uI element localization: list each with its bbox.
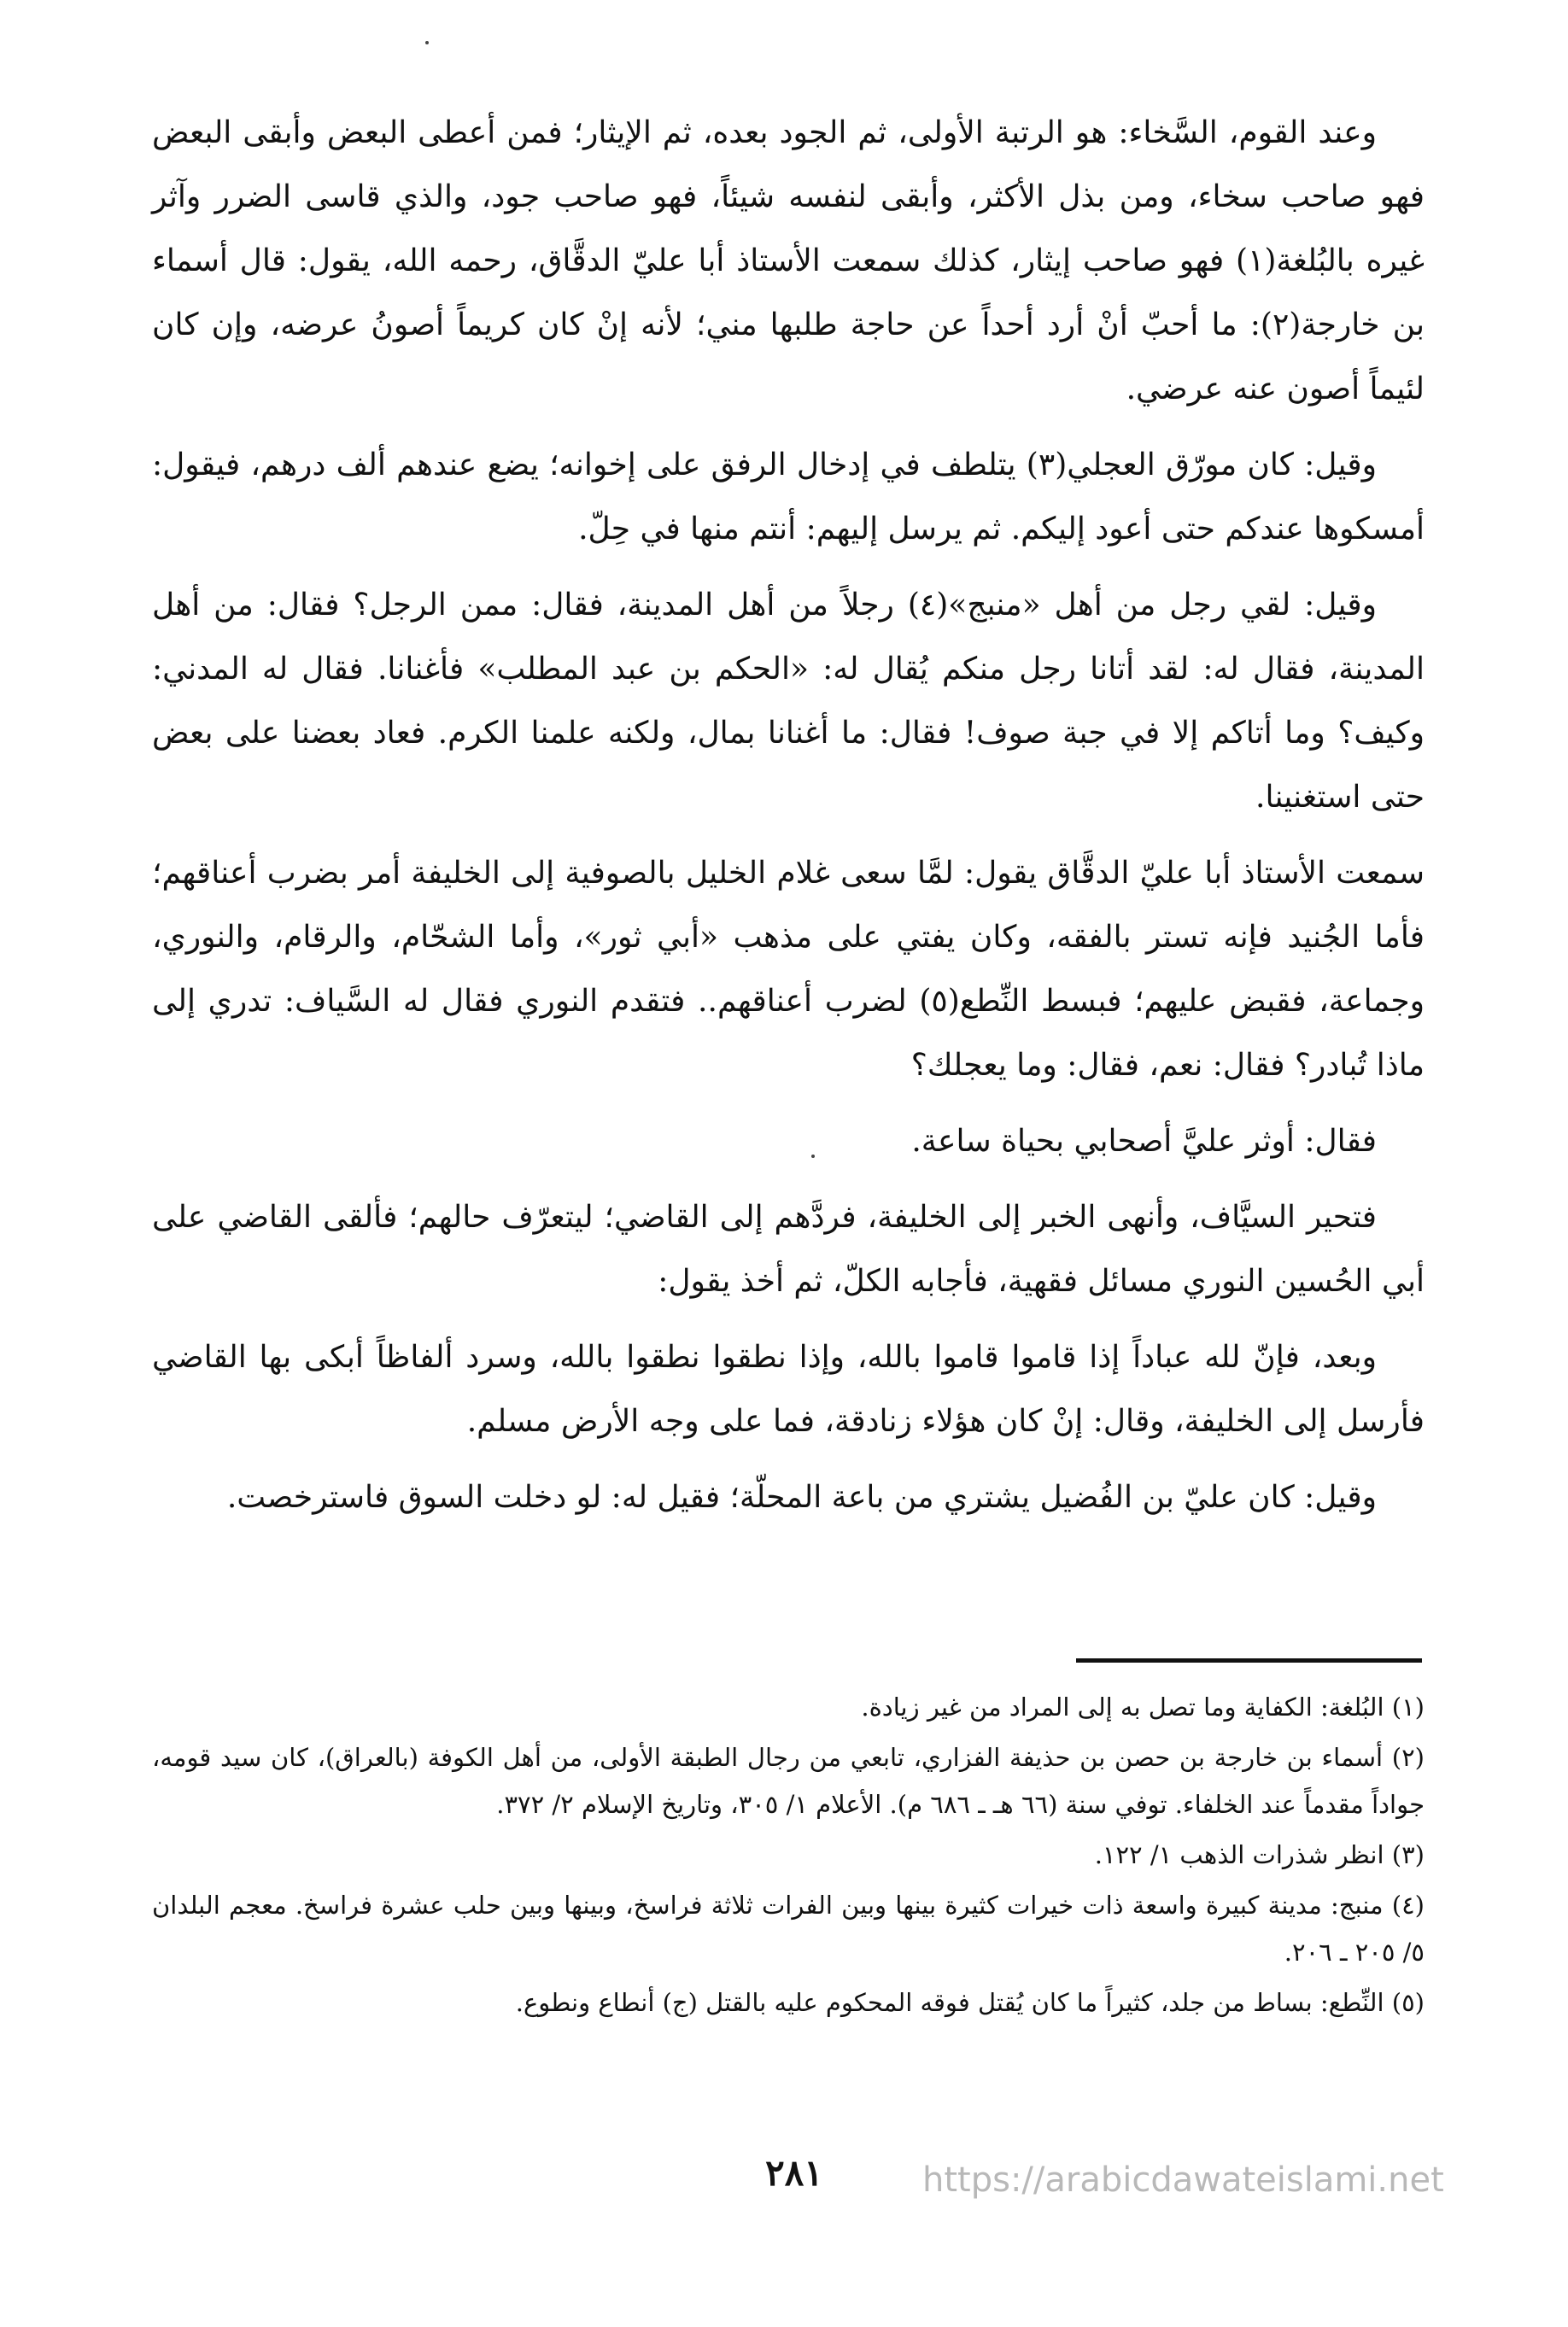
footnote-4: (٤) منبج: مدينة كبيرة واسعة ذات خيرات كثيرة بينها وبين الفرات ثلاثة فراسخ، وبينها وبين حلب عشرة فراسخ. معجم البلدان ٥/ ٢٠٥ ـ ٢٠٦. xyxy=(152,1891,1425,1967)
scan-speck xyxy=(425,41,429,44)
main-text-body xyxy=(152,101,1425,1541)
paragraph-ali-fudayl: وقيل: كان عليّ بن الفُضيل يشتري من باعة المحلّة؛ فقيل له: لو دخلت السوق فاسترخصت. xyxy=(226,1480,1377,1515)
footnote-separator xyxy=(1076,1658,1422,1663)
watermark-url: https://arabicdawateislami.net xyxy=(922,2160,1444,2200)
paragraph-generosity: وعند القوم، السَّخاء: هو الرتبة الأولى، ثم الجود بعده، ثم الإيثار؛ فمن أعطى البعض وأبقى البعض فهو صاحب سخاء، ومن بذل الأكثر، وأبقى لنفسه شيئاً، فهو صاحب جود، والذي قاسى الضرر وآثر غيره بالبُلغة(١) فهو صاحب إيثار، كذلك سمعت الأستاذ أبا عليّ الدقَّاق، رحمه الله، يقول: قال أسماء بن خارجة(٢): ما أحبّ أنْ أرد أحداً عن حاجة طلبها مني؛ لأنه إنْ كان كريماً أصونُ عرضه، وإن كان لئيماً أصون عنه عرضي. xyxy=(152,115,1425,406)
paragraph-manbij: وقيل: لقي رجل من أهل «منبج»(٤) رجلاً من أهل المدينة، فقال: ممن الرجل؟ فقال: من أهل المدينة، فقال له: لقد أتانا رجل منكم يُقال له: «الحكم بن عبد المطلب» فأغنانا. فقال له المدني: وكيف؟ وما أتاكم إلا في جبة صوف! فقال: ما أغنانا بمال، ولكنه علمنا الكرم. فعاد بعضنا على بعض حتى استغنينا. xyxy=(152,588,1425,815)
footnote-5: (٥) النِّطع: بساط من جلد، كثيراً ما كان يُقتل فوقه المحكوم عليه بالقتل (ج) أنطاع ونطوع. xyxy=(515,1988,1425,2017)
paragraph-muwarriq: وقيل: كان مورّق العجلي(٣) يتلطف في إدخال الرفق على إخوانه؛ يضع عندهم ألف درهم، فيقول: أمسكوها عندكم حتى أعود إليكم. ثم يرسل إليهم: أنتم منها في حِلّ. xyxy=(152,447,1425,547)
paragraph-executioner: فتحير السيَّاف، وأنهى الخبر إلى الخليفة، فردَّهم إلى القاضي؛ ليتعرّف حالهم؛ فألقى القاضي على أبي الحُسين النوري مسائل فقهية، فأجابه الكلّ، ثم أخذ يقول: xyxy=(152,1200,1425,1299)
footnote-2: (٢) أسماء بن خارجة بن حصن بن حذيفة الفزاري، تابعي من رجال الطبقة الأولى، من أهل الكوفة (بالعراق)، كان سيد قومه، جواداً مقدماً عند الخلفاء. توفي سنة (٦٦ هـ ـ ٦٨٦ م). الأعلام ١/ ٣٠٥، وتاريخ الإسلام ٢/ ٣٧٢. xyxy=(152,1743,1425,1819)
page-number: ٢٨١ xyxy=(765,2152,823,2194)
footnote-3: (٣) انظر شذرات الذهب ١/ ١٢٢. xyxy=(1094,1840,1425,1869)
footnotes xyxy=(152,1684,1425,2030)
paragraph-nuri-reply: فقال: أوثر عليَّ أصحابي بحياة ساعة. xyxy=(911,1124,1377,1159)
paragraph-daqqaq: سمعت الأستاذ أبا عليّ الدقَّاق يقول: لمَّا سعى غلام الخليل بالصوفية إلى الخليفة أمر بضرب أعناقهم؛ فأما الجُنيد فإنه تستر بالفقه، وكان يفتي على مذهب «أبي ثور»، وأما الشحّام، والرقام، والنوري، وجماعة، فقبض عليهم؛ فبسط النِّطع(٥) لضرب أعناقهم.. فتقدم النوري فقال له السَّياف: تدري إلى ماذا تُبادر؟ فقال: نعم، فقال: وما يعجلك؟ xyxy=(152,856,1425,1083)
footnote-1: (١) البُلغة: الكفاية وما تصل به إلى المراد من غير زيادة. xyxy=(861,1693,1425,1722)
paragraph-servants-of-god: وبعد، فإنّ لله عباداً إذا قاموا قاموا بالله، وإذا نطقوا نطقوا بالله، وسرد ألفاظاً أبكى بها القاضي فأرسل إلى الخليفة، وقال: إنْ كان هؤلاء زنادقة، فما على وجه الأرض مسلم. xyxy=(152,1340,1425,1439)
